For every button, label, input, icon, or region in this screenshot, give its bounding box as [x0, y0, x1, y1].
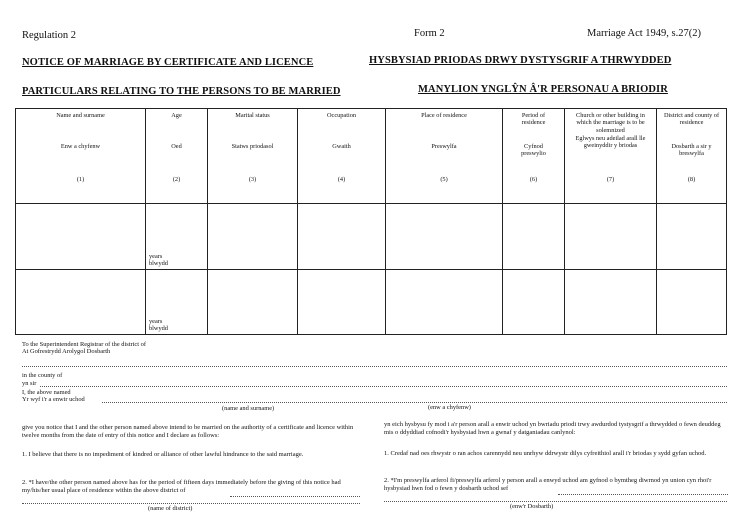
residence-cell[interactable]	[386, 269, 503, 334]
marital-status-cell[interactable]	[208, 269, 298, 334]
column-header: Church or other building in which the marriage is to be solemnized Eglwys neu adeilad arall lle gweinyddir y briodas (7)	[565, 109, 657, 204]
notice-title-en: NOTICE OF MARRIAGE BY CERTIFICATE AND LICENCE	[22, 57, 314, 68]
particulars-title-cy: MANYLION YNGLŶN Â'R PERSONAU A BRIODIR	[418, 84, 668, 95]
notice-text-en: give you notice that I and the other person named above intend to be married on the authority of a certificate and licence within twelve months from the date of entry of this notice and I declare as follows:	[22, 424, 354, 439]
period-cell[interactable]	[503, 269, 565, 334]
column-header: Marital status Statws priodasol (3)	[208, 109, 298, 204]
declaration-2-en: 2. *I have/the other person named above has for the period of fifteen days immediately before the giving of this notice had my/his/her usual place of residence within the above district of	[22, 479, 341, 494]
to-registrar-label-cy: At Gofrestrydd Arolygol Dosbarth	[22, 348, 111, 355]
column-header: Age Oed (2)	[146, 109, 208, 204]
county-label-cy: yn sir	[22, 380, 37, 387]
table-header-row	[16, 109, 727, 204]
declaration-1-cy: 1. Credaf nad oes rhwystr o ran achos carennydd neu unrhyw ddrwystr dilys cyfreithiol arall i'r briodas y sydd gyfan uchod.	[384, 450, 707, 457]
notice-title-cy: HYSBYSIAD PRIODAS DRWY DYSTYSGRIF A THRWYDDED	[369, 55, 672, 66]
act-label: Marriage Act 1949, s.27(2)	[587, 28, 702, 39]
column-header: Name and surname Enw a chyfenw (1)	[16, 109, 146, 204]
period-cell[interactable]	[503, 204, 565, 269]
form-label: Form 2	[414, 28, 445, 39]
age-cell[interactable]: years blwydd	[146, 269, 208, 334]
to-registrar-label: To the Superintendent Registrar of the district of	[22, 341, 146, 348]
name-caption: (name and surname)	[222, 405, 275, 412]
table-row	[16, 269, 727, 334]
registrar-district-line[interactable]	[22, 366, 727, 367]
i-named-label-cy: Yr wyf i'r a enwir uchod	[22, 396, 85, 403]
regulation-label: Regulation 2	[22, 30, 76, 41]
occupation-cell[interactable]	[298, 269, 386, 334]
particulars-table	[15, 108, 727, 335]
residence-cell[interactable]	[386, 204, 503, 269]
district-line-en[interactable]	[230, 496, 360, 497]
county-line[interactable]	[40, 386, 727, 387]
church-cell[interactable]	[565, 269, 657, 334]
county-label: in the county of	[22, 372, 63, 379]
i-named-label: I, the above named	[22, 389, 71, 396]
district-line-cy[interactable]	[558, 494, 728, 495]
district-caption: (name of district)	[148, 505, 193, 512]
table-row	[16, 204, 727, 269]
name-cell[interactable]	[16, 204, 146, 269]
district-cell[interactable]	[657, 269, 727, 334]
church-cell[interactable]	[565, 204, 657, 269]
name-caption-cy: (enw a chyfenw)	[428, 404, 471, 411]
declaration-1-en: 1. I believe that there is no impediment of kindred or alliance of other lawful hindrance to the said marriage.	[22, 451, 304, 458]
declaration-2-cy: 2. *I'm preswylfa arferol fi/preswylfa arferol y person arall a enwyd uchod am gyfnod o bymtheg diwrnod yn union cyn rhoi'r hysbysiad hwn fod o fewn y dosbarth uchod sef	[384, 477, 712, 492]
column-header: Place of residence Preswylfa (5)	[386, 109, 503, 204]
particulars-title-en: PARTICULARS RELATING TO THE PERSONS TO BE MARRIED	[22, 86, 341, 97]
column-header: District and county of residence Dosbarth a sir y breswylfa (8)	[657, 109, 727, 204]
district-caption-cy: (enw'r Dosbarth)	[510, 503, 554, 510]
age-cell[interactable]: years blwydd	[146, 204, 208, 269]
occupation-cell[interactable]	[298, 204, 386, 269]
notice-text-cy: yn eich hysbysu fy mod i a'r person arall a enwir uchod yn bwriadu priodi trwy awdurdod tystysgrif a thrwydded o fewn deuddeg mis o ddyddiad cofnodi'r hysbysiad hwn a gwnaf y datganiadau canlynol:	[384, 421, 721, 436]
district-cell[interactable]	[657, 204, 727, 269]
district-name-line-cy[interactable]	[384, 501, 727, 502]
name-line[interactable]	[102, 402, 727, 403]
marital-status-cell[interactable]	[208, 204, 298, 269]
name-cell[interactable]	[16, 269, 146, 334]
district-name-line[interactable]	[22, 503, 360, 504]
column-header: Period of residence Cyfnod preswylio (6)	[503, 109, 565, 204]
column-header: Occupation Gwaith (4)	[298, 109, 386, 204]
